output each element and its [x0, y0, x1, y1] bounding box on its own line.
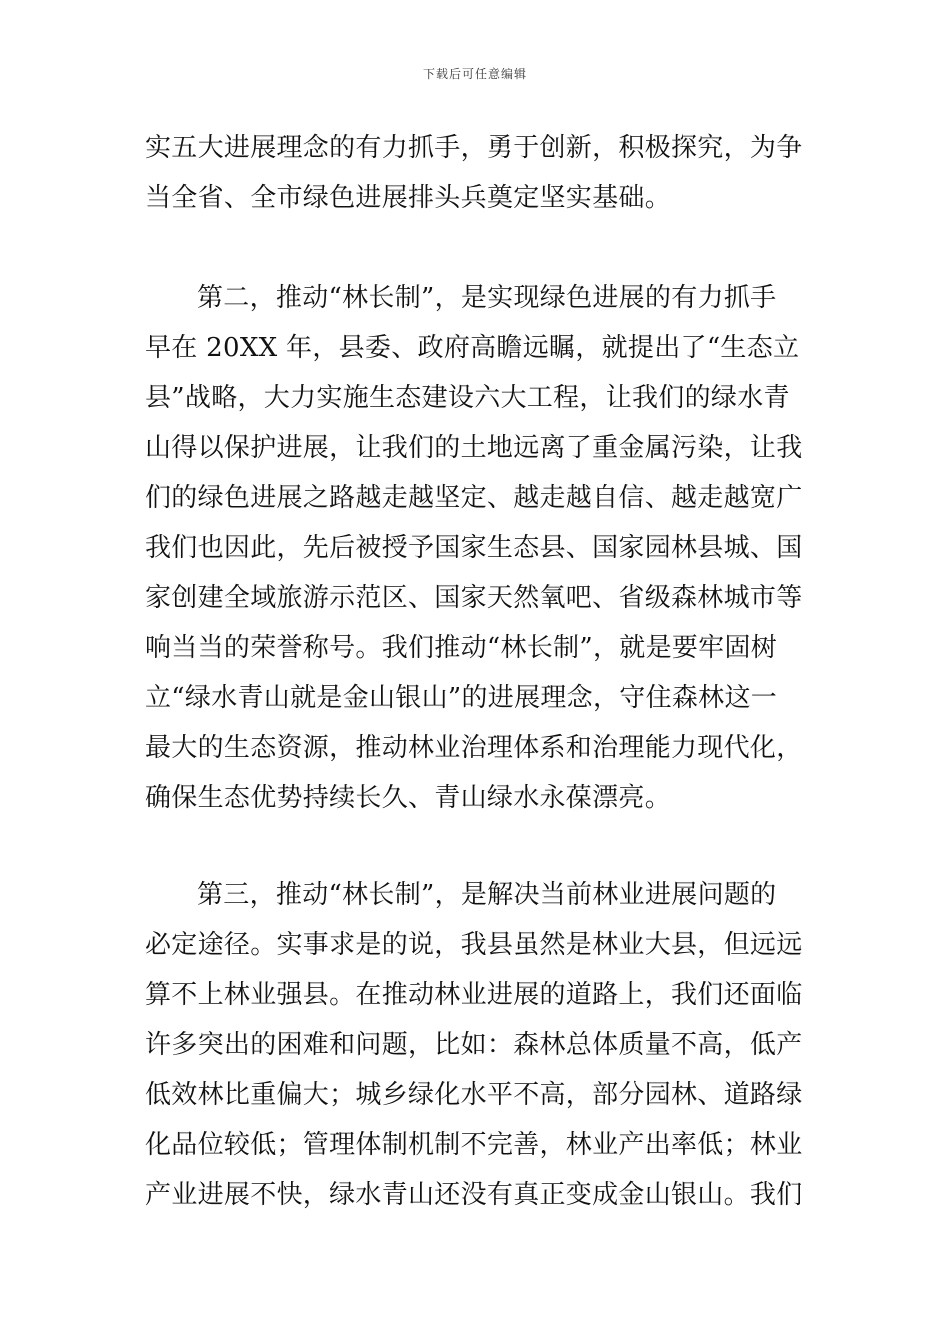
paragraph-1-line-2: 当全省、全市绿色进展排头兵奠定坚实基础。: [145, 183, 672, 213]
paragraph-2-line-7: 家创建全域旅游示范区、国家天然氧吧、省级森林城市等: [145, 583, 803, 613]
paragraph-2-line-1: 第二，推动“林长制”，是实现绿色进展的有力抓手: [197, 283, 777, 313]
paragraph-2-line-6: 我们也因此，先后被授予国家生态县、国家园林县城、国: [145, 533, 803, 563]
paragraph-3-line-5: 低效林比重偏大；城乡绿化水平不高，部分园林、道路绿: [145, 1080, 803, 1110]
paragraph-2-line-4: 山得以保护进展，让我们的土地远离了重金属污染，让我: [145, 433, 803, 463]
paragraph-3-line-7: 产业进展不快，绿水青山还没有真正变成金山银山。我们: [145, 1180, 803, 1210]
paragraph-2-line-9: 立“绿水青山就是金山银山”的进展理念，守住森林这一: [145, 683, 778, 713]
paragraph-3-line-6: 化品位较低；管理体制机制不完善，林业产出率低；林业: [145, 1130, 803, 1160]
paragraph-3-line-3: 算不上林业强县。在推动林业进展的道路上，我们还面临: [145, 980, 803, 1010]
paragraph-2-line-3: 县”战略，大力实施生态建设六大工程，让我们的绿水青: [145, 383, 790, 413]
paragraph-3-line-2: 必定途径。实事求是的说，我县虽然是林业大县，但远远: [145, 930, 803, 960]
page-header: 下载后可任意编辑: [422, 67, 527, 81]
paragraph-3-line-4: 许多突出的困难和问题，比如：森林总体质量不高，低产: [145, 1030, 803, 1060]
paragraph-2-line-5: 们的绿色进展之路越走越坚定、越走越自信、越走越宽广: [145, 483, 803, 513]
paragraph-3-line-1: 第三，推动“林长制”，是解决当前林业进展问题的: [197, 880, 777, 910]
paragraph-2-line-10: 最大的生态资源，推动林业治理体系和治理能力现代化，: [145, 733, 803, 763]
paragraph-2-line-11: 确保生态优势持续长久、青山绿水永葆漂亮。: [145, 783, 672, 813]
paragraph-2-line-8: 响当当的荣誉称号。我们推动“林长制”，就是要牢固树: [145, 633, 778, 663]
paragraph-1-line-1: 实五大进展理念的有力抓手，勇于创新，积极探究，为争: [145, 133, 803, 163]
paragraph-2-line-2: 早在 20XX 年，县委、政府高瞻远瞩，就提出了“生态立: [145, 333, 800, 363]
